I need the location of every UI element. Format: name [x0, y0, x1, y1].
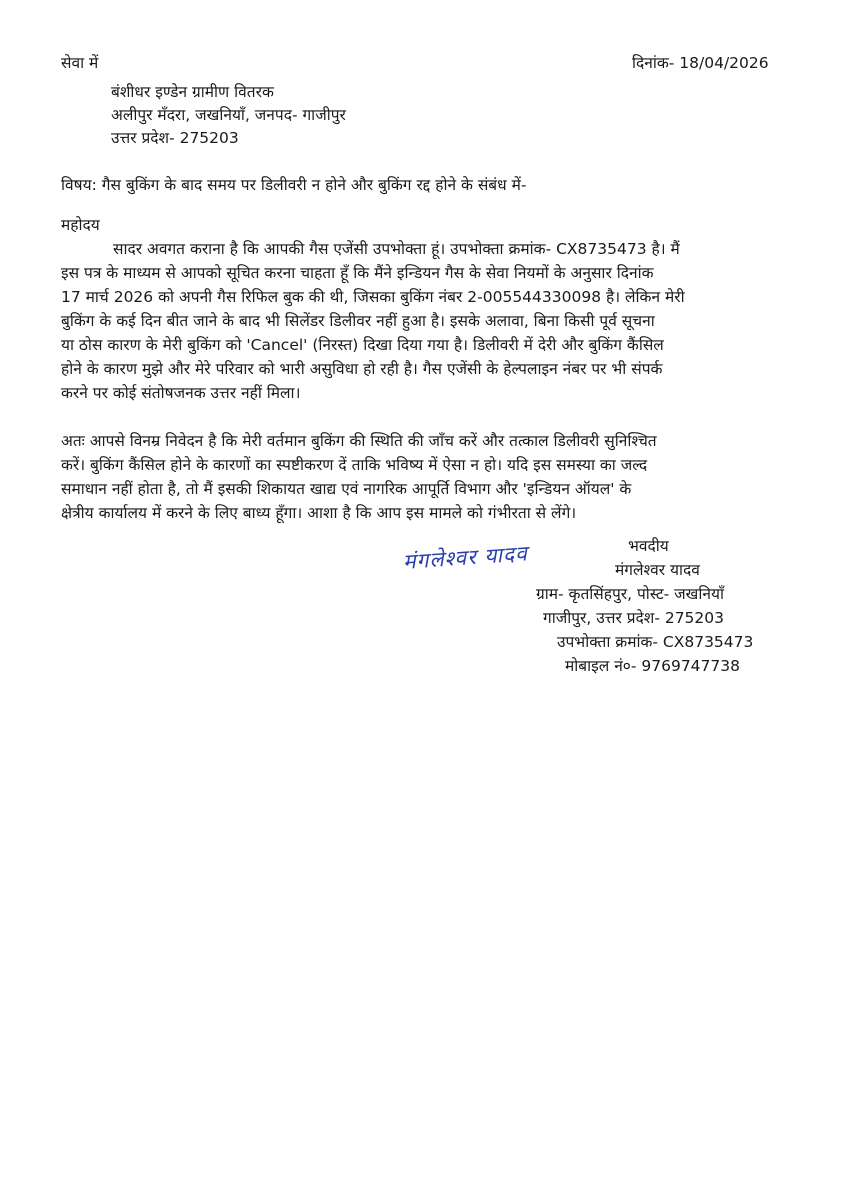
sender-name: मंगलेश्वर यादव [615, 561, 700, 579]
letter-date: दिनांक- 18/04/2026 [632, 54, 769, 72]
recipient-line: अलीपुर मँदरा, जखनियाँ, जनपद- गाजीपुर [111, 106, 346, 124]
mobile-number: मोबाइल नं०- 9769747738 [565, 657, 740, 675]
body-line: या ठोस कारण के मेरी बुकिंग को 'Cancel' (निरस्त) दिखा दिया गया है। डिलीवरी में देरी और बुकिंग कैंसिल [61, 336, 664, 354]
to-label: सेवा में [61, 54, 99, 72]
sender-address-line: ग्राम- कृतसिंहपुर, पोस्ट- जखनियाँ [536, 585, 724, 603]
salutation: महोदय [61, 216, 100, 234]
body-line: बुकिंग के कई दिन बीत जाने के बाद भी सिलेंडर डिलीवर नहीं हुआ है। इसके अलावा, बिना किसी पूर्व सूचना [61, 312, 655, 330]
valediction: भवदीय [628, 537, 669, 555]
consumer-number: उपभोक्ता क्रमांक- CX8735473 [557, 633, 754, 651]
body-line: समाधान नहीं होता है, तो मैं इसकी शिकायत खाद्य एवं नागरिक आपूर्ति विभाग और 'इन्डियन ऑयल' के [61, 480, 632, 498]
body-line: करने पर कोई संतोषजनक उत्तर नहीं मिला। [61, 384, 301, 402]
body-line: इस पत्र के माध्यम से आपको सूचित करना चाहता हूँ कि मैंने इन्डियन गैस के सेवा नियमों के अनुसार दिनांक [61, 264, 654, 282]
body-line: सादर अवगत कराना है कि आपकी गैस एजेंसी उपभोक्ता हूं। उपभोक्ता क्रमांक- CX8735473 है। मैं [113, 240, 680, 258]
body-line: अतः आपसे विनम्र निवेदन है कि मेरी वर्तमान बुकिंग की स्थिति की जाँच करें और तत्काल डिलीवरी सुनिश्चित [61, 432, 657, 450]
signature-text: मंगलेश्वर यादव [402, 541, 529, 575]
handwritten-signature [402, 539, 529, 576]
body-line: क्षेत्रीय कार्यालय में करने के लिए बाध्य हूँगा। आशा है कि आप इस मामले को गंभीरता से लेंगे। [61, 504, 577, 522]
recipient-line: बंशीधर इण्डेन ग्रामीण वितरक [111, 83, 274, 101]
recipient-line: उत्तर प्रदेश- 275203 [111, 129, 239, 147]
body-line: 17 मार्च 2026 को अपनी गैस रिफिल बुक की थी, जिसका बुकिंग नंबर 2-005544330098 है। लेकिन मेरी [61, 288, 685, 306]
sender-address-line: गाजीपुर, उत्तर प्रदेश- 275203 [543, 609, 725, 627]
body-line: करें। बुकिंग कैंसिल होने के कारणों का स्पष्टीकरण दें ताकि भविष्य में ऐसा न हो। यदि इस समस्या का जल्द [61, 456, 648, 474]
body-line: होने के कारण मुझे और मेरे परिवार को भारी असुविधा हो रही है। गैस एजेंसी के हेल्पलाइन नंबर पर भी संपर्क [61, 360, 663, 378]
subject-line: विषय: गैस बुकिंग के बाद समय पर डिलीवरी न होने और बुकिंग रद्द होने के संबंध में- [61, 176, 527, 194]
